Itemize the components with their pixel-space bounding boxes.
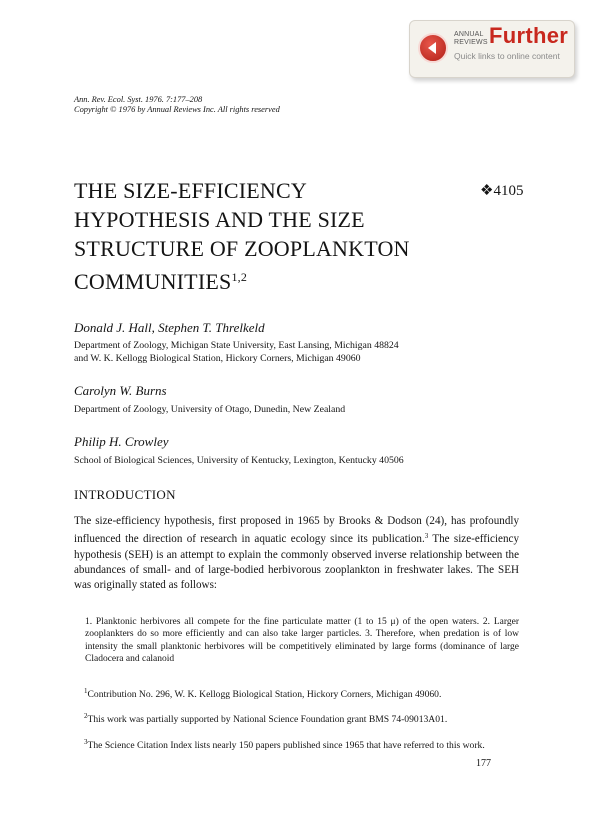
article-code: ❖4105: [480, 183, 524, 199]
citation-line: Ann. Rev. Ecol. Syst. 1976. 7:177–208: [74, 95, 203, 104]
affiliation-line: School of Biological Sciences, University of Kentucky, Lexington, Kentucky 40506: [74, 455, 404, 466]
footnote-number: 2: [84, 712, 88, 720]
footnote-number: 1: [84, 687, 88, 695]
intro-paragraph: [74, 514, 519, 593]
badge-line2: REVIEWS: [454, 39, 488, 46]
intro-text: The size-efficiency hypothesis (SEH) is an attempt to explain the commonly observed inverse relationship between the abundances of small- and of large-bodied herbivorous zooplankton in freshwater lakes. The SEH was originally stated as follows:: [74, 533, 519, 592]
annual-reviews-further-link[interactable]: [409, 20, 575, 78]
author-names: Donald J. Hall, Stephen T. Threlkeld: [74, 320, 265, 335]
badge-subtitle: Quick links to online content: [454, 51, 560, 61]
back-arrow-icon: [418, 33, 448, 63]
title-line: COMMUNITIES: [74, 269, 232, 294]
affiliation-line: Department of Zoology, Michigan State University, East Lansing, Michigan 48824: [74, 340, 399, 351]
journal-citation: [74, 95, 280, 115]
footnote-number: 3: [84, 738, 88, 746]
footnote-text: This work was partially supported by National Science Foundation grant BMS 74-09013A01.: [87, 714, 448, 725]
title-line: HYPOTHESIS AND THE SIZE: [74, 207, 365, 232]
title-line: THE SIZE-EFFICIENCY: [74, 178, 307, 203]
badge-line1: ANNUAL: [454, 31, 484, 38]
page-number: 177: [476, 758, 491, 769]
copyright-line: Copyright © 1976 by Annual Reviews Inc. All rights reserved: [74, 105, 280, 114]
footnote: [74, 736, 519, 752]
affiliation-line: and W. K. Kellogg Biological Station, Hickory Corners, Michigan 49060: [74, 353, 361, 364]
footnote-text: The Science Citation Index lists nearly 150 papers published since 1965 that have referred to this work.: [87, 740, 485, 751]
hypothesis-quote: 1. Planktonic herbivores all compete for the fine particulate matter (1 to 15 μ) of the open waters. 2. Larger zooplankters do so more efficiently and can also take larger particles. 3. Therefore, when predation is of low intensity the small planktonic herbivores will be competitively eliminated by large forms (dominance of large Cladocera and calanoid: [85, 617, 519, 664]
affiliation-line: Department of Zoology, University of Otago, Dunedin, New Zealand: [74, 404, 346, 415]
intro-text: The size-efficiency hypothesis, first proposed in 1965 by Brooks & Dodson (24), has profoundly influenced the direction of research in aquatic ecology since its publication.: [74, 515, 519, 546]
title-line: STRUCTURE OF ZOOPLANKTON: [74, 236, 410, 261]
badge-further-text: Further: [489, 23, 569, 48]
title-footnote-marks: 1,2: [231, 270, 248, 284]
arrow-left-icon: [428, 42, 436, 54]
badge-publisher-label: [454, 31, 488, 47]
section-heading: INTRODUCTION: [74, 487, 176, 502]
footnote-ref: 3: [424, 532, 429, 541]
author-names: Philip H. Crowley: [74, 434, 169, 449]
article-title: [74, 176, 464, 296]
author-affiliation: [74, 339, 524, 365]
author-affiliation: [74, 454, 524, 467]
footnote: [74, 685, 519, 701]
author-affiliation: [74, 403, 524, 416]
footnote-text: Contribution No. 296, W. K. Kellogg Biological Station, Hickory Corners, Michigan 49060.: [87, 689, 442, 700]
footnote: [74, 710, 519, 726]
author-names: Carolyn W. Burns: [74, 383, 167, 398]
